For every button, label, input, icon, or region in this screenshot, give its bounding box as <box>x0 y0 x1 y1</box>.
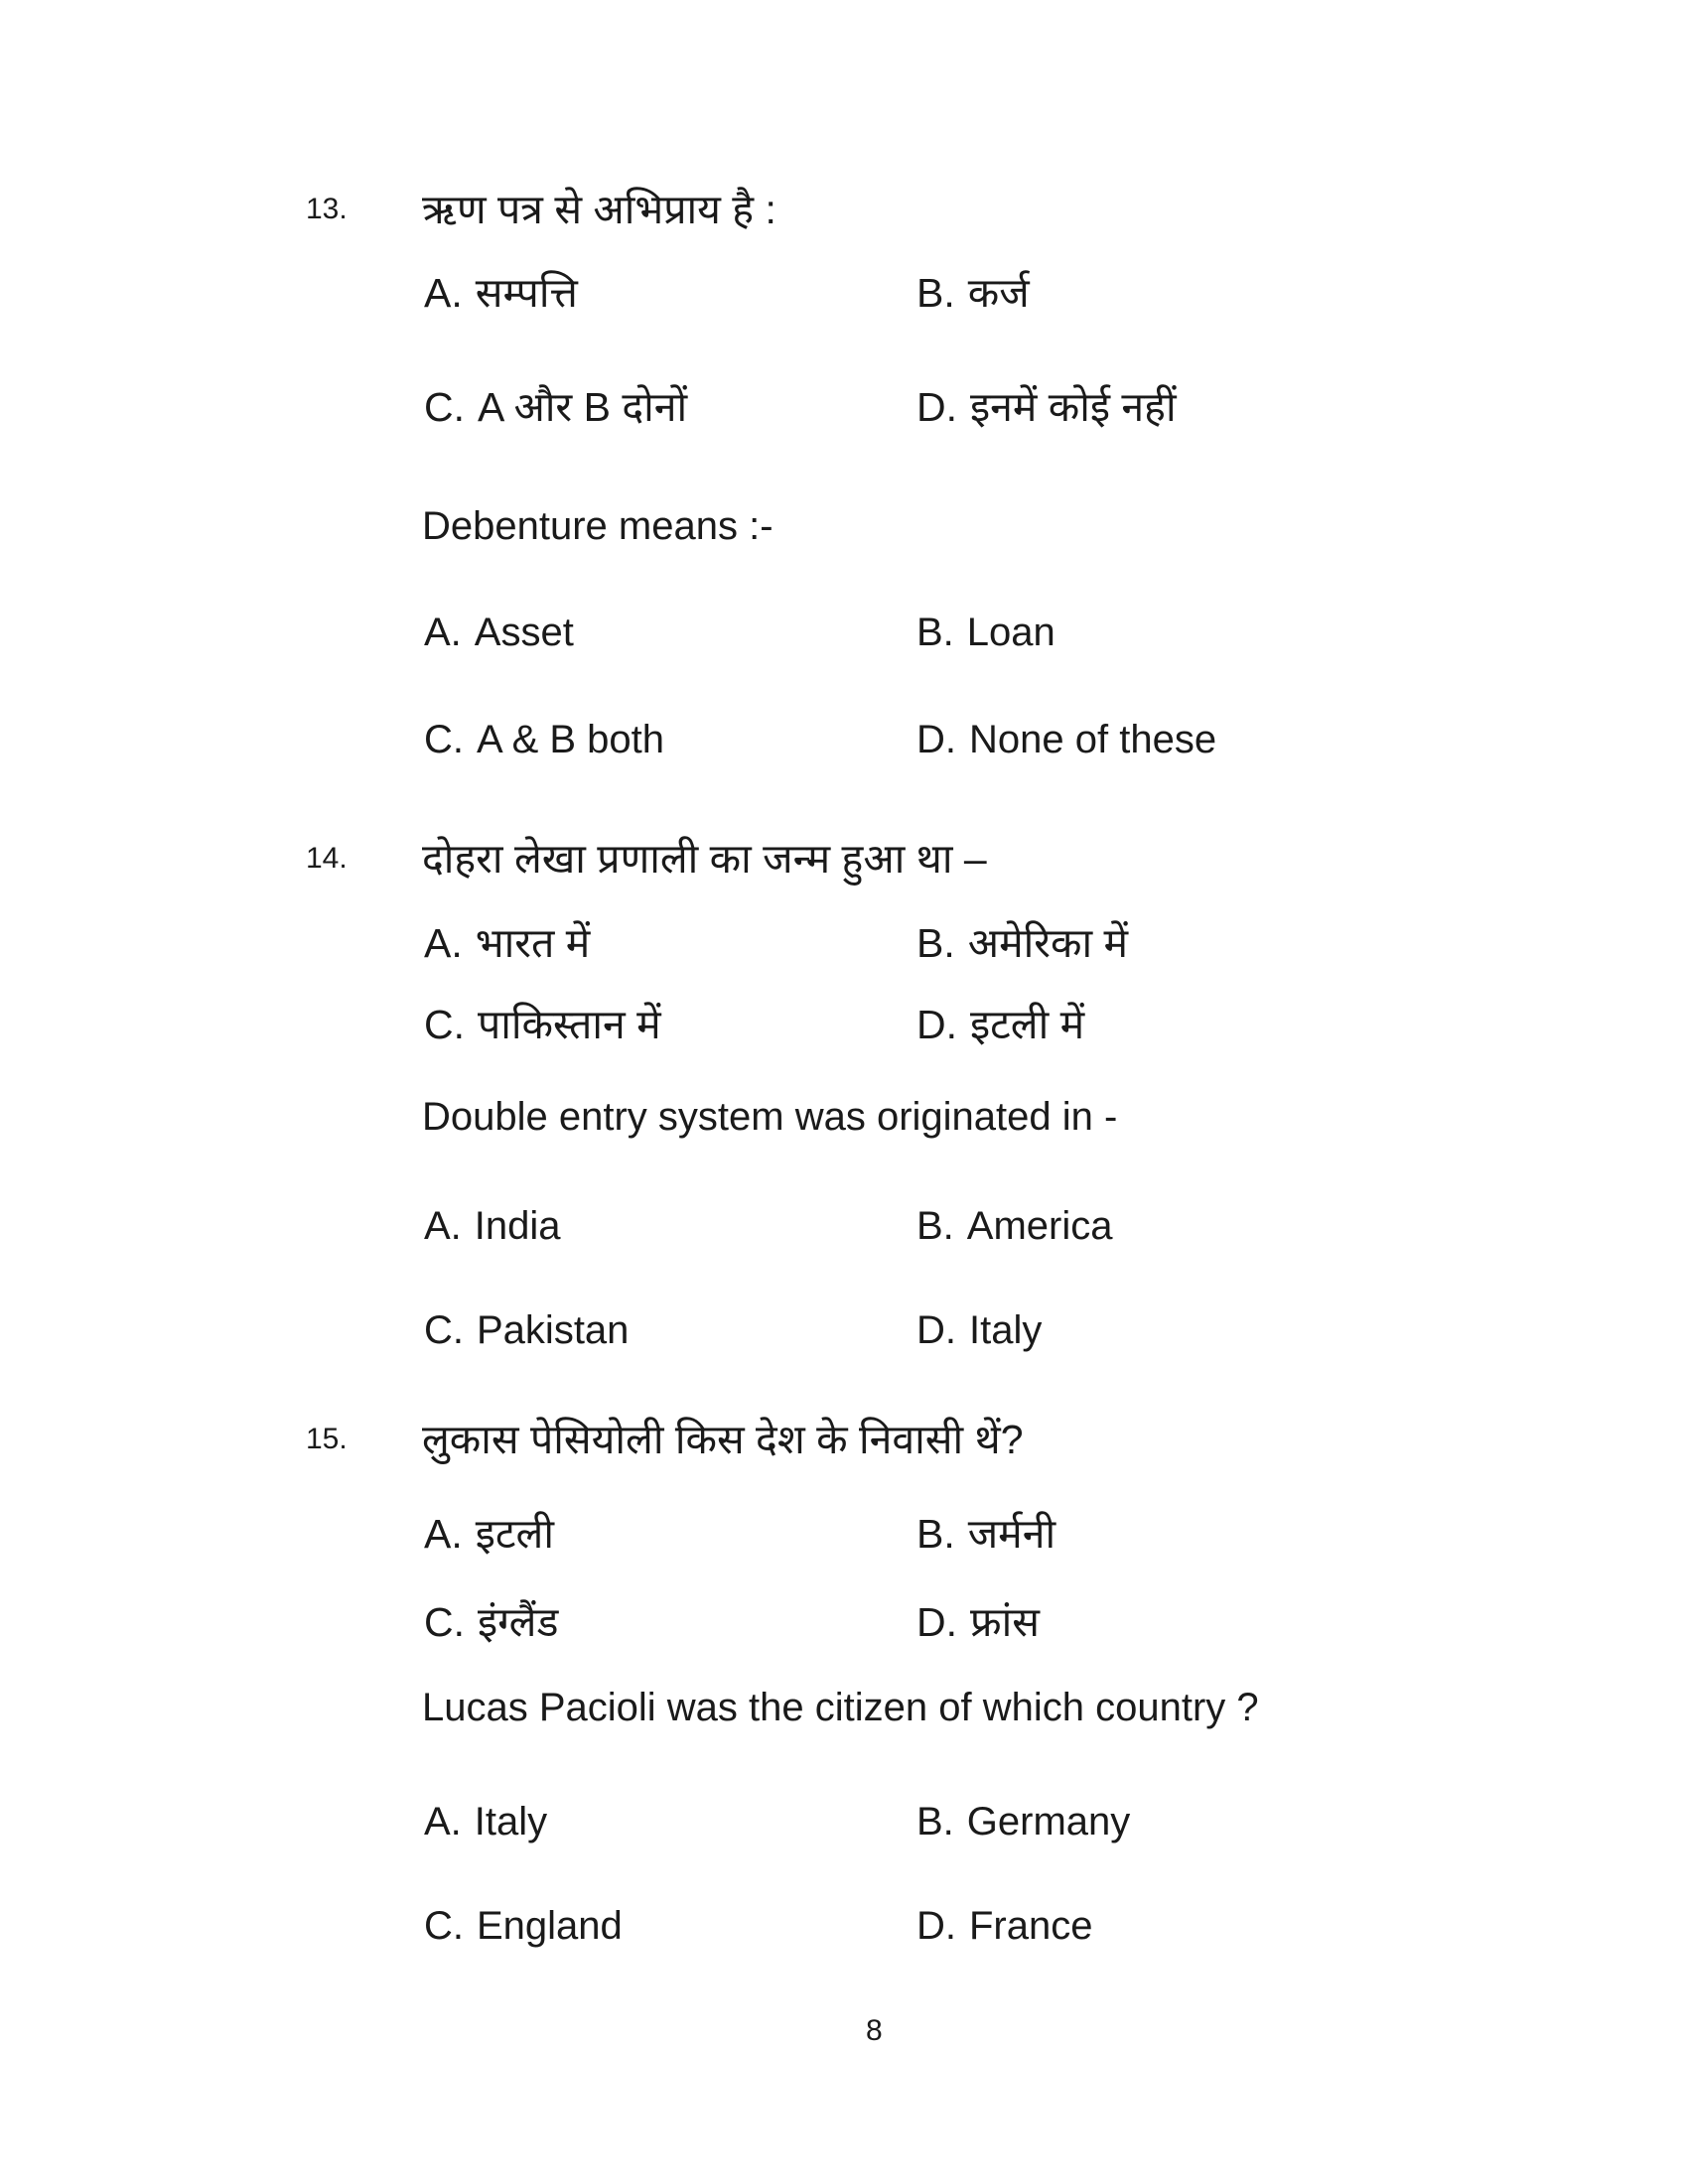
q13-english-options-row-2 <box>0 714 1688 765</box>
option-text: पाकिस्तान में <box>478 1002 661 1047</box>
q15-hindi-option-c <box>424 1596 558 1648</box>
q15-english-options-row-1 <box>0 1796 1688 1847</box>
option-label: A. <box>424 920 463 966</box>
q14-english-options-row-1 <box>0 1200 1688 1252</box>
q14-hindi-option-b <box>916 917 1128 969</box>
option-text: Germany <box>966 1800 1131 1843</box>
option-label: C. <box>424 1308 464 1352</box>
q13-english-option-a <box>424 607 574 658</box>
q13-question-english: Debenture means :- <box>422 504 774 548</box>
option-label: C. <box>424 1599 465 1645</box>
option-text: Asset <box>474 611 574 654</box>
q15-hindi-option-a <box>424 1508 554 1560</box>
q13-hindi-options-row-1 <box>0 267 1688 319</box>
q14-english-option-c <box>424 1304 629 1356</box>
q14-question-hindi: दोहरा लेखा प्रणाली का जन्म हुआ था – <box>422 836 987 882</box>
q14-english-option-d <box>916 1304 1042 1356</box>
q14-english-header <box>0 1091 1688 1143</box>
option-text: America <box>966 1204 1113 1248</box>
q13-hindi-option-c <box>424 381 687 433</box>
option-text: सम्पत्ति <box>475 270 578 316</box>
option-label: D. <box>916 1904 956 1948</box>
q13-header <box>0 184 1688 235</box>
q14-hindi-option-c <box>424 999 661 1050</box>
option-text: Italy <box>474 1800 548 1843</box>
option-label: B. <box>916 1800 954 1843</box>
option-text: कर्ज <box>967 270 1030 316</box>
q14-hindi-option-a <box>424 917 590 969</box>
option-label: A. <box>424 611 462 654</box>
q15-number: 15. <box>306 1423 348 1455</box>
q15-english-option-c <box>424 1900 623 1952</box>
option-text: India <box>474 1204 561 1248</box>
option-text: Italy <box>969 1308 1043 1352</box>
q15-english-option-b <box>916 1796 1130 1847</box>
option-text: अमेरिका में <box>967 920 1128 966</box>
q15-english-header <box>0 1682 1688 1733</box>
option-label: C. <box>424 718 464 761</box>
q15-header <box>0 1414 1688 1465</box>
q14-hindi-options-row-1 <box>0 917 1688 969</box>
option-text: A & B both <box>477 718 665 761</box>
option-label: D. <box>916 1308 956 1352</box>
option-label: D. <box>916 384 957 430</box>
q14-english-options-row-2 <box>0 1304 1688 1356</box>
q15-hindi-options-row-1 <box>0 1508 1688 1560</box>
option-label: B. <box>916 1511 955 1557</box>
option-text: जर्मनी <box>967 1511 1056 1557</box>
q13-hindi-option-d <box>916 381 1177 433</box>
option-label: B. <box>916 1204 954 1248</box>
q15-hindi-options-row-2 <box>0 1596 1688 1648</box>
q13-english-options-row-1 <box>0 607 1688 658</box>
option-text: A और B दोनों <box>478 384 688 430</box>
q14-hindi-options-row-2 <box>0 999 1688 1050</box>
page-footer <box>0 2005 1688 2057</box>
option-text: None of these <box>969 718 1217 761</box>
option-text: फ्रांस <box>970 1599 1040 1645</box>
option-label: A. <box>424 1800 462 1843</box>
q15-english-options-row-2 <box>0 1900 1688 1952</box>
option-text: इंग्लैंड <box>478 1599 559 1645</box>
q13-english-option-b <box>916 607 1055 658</box>
q15-question-hindi: लुकास पेसियोली किस देश के निवासी थें? <box>422 1417 1024 1462</box>
option-text: France <box>969 1904 1093 1948</box>
option-text: भारत में <box>475 920 591 966</box>
option-label: D. <box>916 1002 957 1047</box>
q15-hindi-option-d <box>916 1596 1040 1648</box>
option-label: D. <box>916 718 956 761</box>
q13-english-header <box>0 500 1688 552</box>
q14-question-english: Double entry system was originated in - <box>422 1095 1118 1139</box>
q14-header <box>0 833 1688 885</box>
q13-english-option-c <box>424 714 664 765</box>
option-label: B. <box>916 611 954 654</box>
q14-number: 14. <box>306 842 348 875</box>
q13-english-option-d <box>916 714 1216 765</box>
q14-hindi-option-d <box>916 999 1084 1050</box>
option-text: England <box>477 1904 623 1948</box>
q14-english-option-b <box>916 1200 1113 1252</box>
option-text: इनमें कोई नहीं <box>970 384 1177 430</box>
option-text: Pakistan <box>477 1308 630 1352</box>
option-label: A. <box>424 270 463 316</box>
q15-english-option-d <box>916 1900 1093 1952</box>
option-label: C. <box>424 384 465 430</box>
q15-english-option-a <box>424 1796 547 1847</box>
option-label: C. <box>424 1904 464 1948</box>
option-label: B. <box>916 920 955 966</box>
q15-hindi-option-b <box>916 1508 1055 1560</box>
option-text: इटली में <box>970 1002 1085 1047</box>
option-text: Loan <box>966 611 1055 654</box>
option-label: C. <box>424 1002 465 1047</box>
page-number: 8 <box>866 2014 883 2047</box>
option-text: इटली <box>475 1511 554 1557</box>
option-label: D. <box>916 1599 957 1645</box>
q15-question-english: Lucas Pacioli was the citizen of which country ? <box>422 1686 1259 1729</box>
option-label: A. <box>424 1511 463 1557</box>
q13-hindi-options-row-2 <box>0 381 1688 433</box>
option-label: B. <box>916 270 955 316</box>
option-label: A. <box>424 1204 462 1248</box>
q14-english-option-a <box>424 1200 561 1252</box>
q13-number: 13. <box>306 193 348 225</box>
q13-question-hindi: ऋण पत्र से अभिप्राय है : <box>422 187 776 232</box>
q13-hindi-option-b <box>916 267 1030 319</box>
q13-hindi-option-a <box>424 267 578 319</box>
